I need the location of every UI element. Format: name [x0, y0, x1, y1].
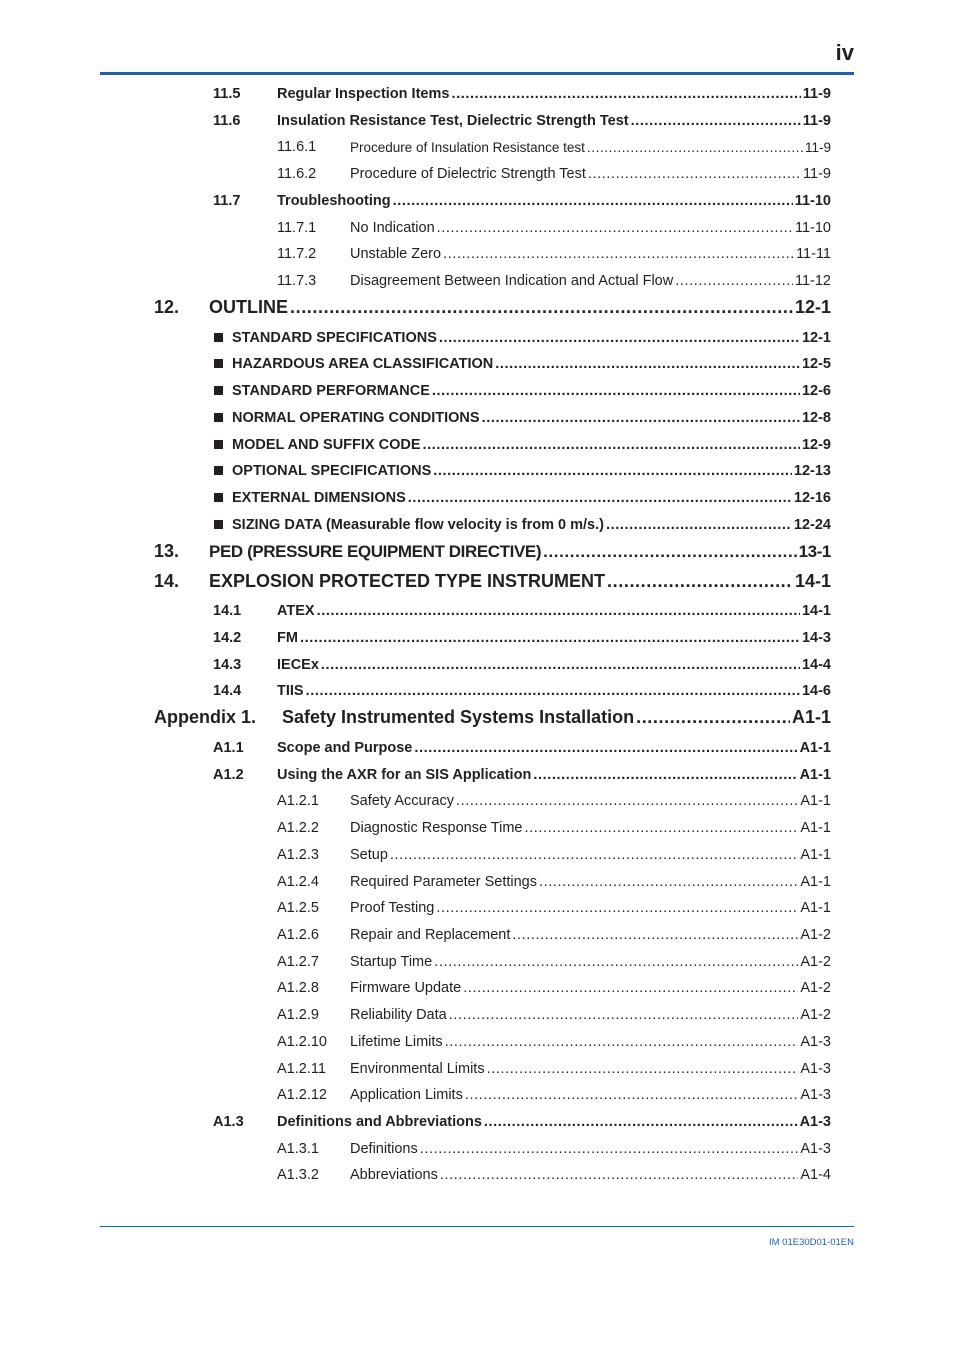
toc-entry-title[interactable]: Reliability Data — [350, 1007, 447, 1023]
toc-entry-title[interactable]: Repair and Replacement — [350, 927, 511, 943]
toc-entry-page[interactable]: 11-11 — [796, 246, 831, 262]
dot-leader — [300, 630, 800, 646]
toc-entry[interactable] — [0, 350, 954, 374]
toc-entry-number: 11.7.1 — [277, 220, 317, 236]
dot-leader — [512, 927, 798, 943]
toc-entry-line — [350, 980, 831, 996]
toc-entry-line — [209, 571, 831, 592]
toc-entry[interactable] — [0, 431, 954, 455]
toc-entry-number: A1.2.7 — [277, 954, 319, 970]
toc-entry-number: A1.3 — [213, 1114, 244, 1130]
toc-entry-page[interactable]: 14-3 — [801, 630, 831, 646]
toc-entry-line — [350, 140, 831, 155]
toc-entry-title[interactable]: Safety Instrumented Systems Installation — [282, 707, 635, 727]
dot-leader — [539, 874, 798, 890]
toc-entry[interactable] — [0, 1001, 954, 1025]
toc-entry-number: A1.3.2 — [277, 1167, 319, 1183]
square-bullet-icon — [214, 413, 223, 422]
toc-entry-number: A1.2.6 — [277, 927, 319, 943]
toc-entry-title[interactable]: Startup Time — [350, 954, 433, 970]
toc-entry-page[interactable]: A1-1 — [800, 900, 831, 916]
toc-entry-page[interactable]: 12-8 — [801, 410, 831, 426]
toc-entry-line — [350, 246, 831, 262]
dot-leader — [533, 767, 797, 783]
toc-entry-title[interactable]: FM — [277, 630, 298, 646]
toc-entry-line — [277, 767, 831, 783]
toc-entry[interactable] — [0, 187, 954, 211]
toc-entry-page[interactable]: A1-2 — [800, 927, 831, 943]
dot-leader — [321, 657, 800, 673]
toc-entry-line — [350, 1061, 831, 1077]
square-bullet-icon — [214, 520, 223, 529]
dot-leader — [434, 954, 798, 970]
toc-entry-number: 11.7.3 — [277, 273, 317, 289]
toc-entry-line — [277, 86, 831, 102]
toc-entry-title[interactable]: OUTLINE — [209, 297, 288, 317]
toc-entry-page[interactable]: 12-13 — [793, 463, 831, 479]
toc-entry-line — [232, 383, 831, 399]
toc-entry-page[interactable]: A1-2 — [800, 1007, 831, 1023]
toc-entry-line — [350, 874, 831, 890]
dot-leader — [484, 1114, 798, 1130]
toc-entry[interactable] — [0, 107, 954, 131]
toc-entry-title[interactable]: No Indication — [350, 220, 435, 236]
toc-entry-page[interactable]: A1-1 — [800, 820, 831, 836]
dot-leader — [456, 793, 798, 809]
toc-entry-title[interactable]: MODEL AND SUFFIX CODE — [232, 437, 421, 453]
toc-entry-line — [277, 113, 831, 129]
toc-entry-page[interactable]: 14-6 — [801, 683, 831, 699]
dot-leader — [487, 1061, 799, 1077]
toc-entry-line — [282, 707, 831, 728]
toc-entry-page[interactable]: 12-16 — [793, 490, 831, 506]
toc-entry[interactable] — [0, 841, 954, 865]
toc-entry-line — [350, 847, 831, 863]
toc-entry-number: 11.6 — [213, 113, 241, 129]
dot-leader — [436, 900, 798, 916]
toc-entry-page[interactable]: A1-3 — [799, 1114, 831, 1130]
toc-entry-number: A1.3.1 — [277, 1141, 319, 1157]
toc-entry-page[interactable]: A1-1 — [799, 740, 831, 756]
toc-entry-number: A1.2.11 — [277, 1061, 326, 1077]
toc-entry-page[interactable]: A1-2 — [800, 954, 831, 970]
toc-entry[interactable] — [0, 214, 954, 238]
toc-entry-title[interactable]: OPTIONAL SPECIFICATIONS — [232, 463, 432, 479]
toc-entry[interactable] — [0, 404, 954, 428]
toc-entry[interactable] — [0, 324, 954, 348]
toc-entry-title[interactable]: Insulation Resistance Test, Dielectric Strength Test — [277, 113, 629, 129]
toc-entry-line — [350, 1087, 831, 1103]
toc-entry-title[interactable]: TIIS — [277, 683, 304, 699]
toc-entry-title[interactable]: IECEx — [277, 657, 319, 673]
toc-entry-title[interactable]: Definitions — [350, 1141, 418, 1157]
toc-entry-number: A1.2.2 — [277, 820, 319, 836]
toc-entry-page[interactable]: 11-9 — [802, 113, 831, 129]
toc-entry-page[interactable]: 11-12 — [794, 273, 831, 289]
dot-leader — [449, 1007, 799, 1023]
square-bullet-icon — [214, 386, 223, 395]
toc-entry-title[interactable]: Troubleshooting — [277, 193, 391, 209]
toc-entry[interactable] — [0, 706, 954, 730]
toc-entry-line — [277, 683, 831, 699]
toc-entry-title[interactable]: PED (PRESSURE EQUIPMENT DIRECTIVE) — [209, 542, 542, 561]
dot-leader — [636, 707, 790, 728]
page-number: iv — [835, 40, 854, 65]
toc-entry[interactable] — [0, 540, 954, 564]
toc-entry-page[interactable]: A1-3 — [800, 1087, 831, 1103]
toc-entry[interactable] — [0, 570, 954, 594]
toc-entry-number: 14.2 — [213, 630, 242, 646]
toc-entry-title[interactable]: Using the AXR for an SIS Application — [277, 767, 532, 783]
toc-entry-title[interactable]: STANDARD SPECIFICATIONS — [232, 330, 437, 346]
toc-entry-page[interactable]: 12-6 — [801, 383, 831, 399]
toc-entry-page[interactable]: A1-1 — [800, 847, 831, 863]
square-bullet-icon — [214, 359, 223, 368]
toc-entry-line — [350, 1141, 831, 1157]
toc-entry-line — [277, 603, 831, 619]
dot-leader — [290, 297, 793, 318]
toc-entry-title[interactable]: Procedure of Dielectric Strength Test — [350, 166, 586, 182]
toc-entry-page[interactable]: A1-2 — [800, 980, 831, 996]
toc-entry-line — [350, 900, 831, 916]
toc-entry-line — [277, 193, 831, 209]
toc-entry-line — [277, 657, 831, 673]
toc-entry-number: A1.2.4 — [277, 874, 319, 890]
toc-entry-number: Appendix 1. — [154, 707, 257, 727]
toc-entry-page[interactable]: 11-9 — [803, 166, 831, 182]
toc-entry-title[interactable]: EXTERNAL DIMENSIONS — [232, 490, 406, 506]
toc-entry[interactable] — [0, 597, 954, 621]
toc-entry-number: 14.4 — [213, 683, 242, 699]
toc-entry-title[interactable]: EXPLOSION PROTECTED TYPE INSTRUMENT — [209, 571, 606, 591]
dot-leader — [437, 220, 793, 236]
toc-entry-title[interactable]: Regular Inspection Items — [277, 86, 450, 102]
toc-entry[interactable] — [0, 814, 954, 838]
dot-leader — [440, 1167, 799, 1183]
dot-leader — [588, 166, 801, 182]
square-bullet-icon — [214, 493, 223, 502]
toc-entry-number: A1.1 — [213, 740, 244, 756]
toc-entry-line — [350, 954, 831, 970]
toc-entry-number: A1.2.1 — [277, 793, 319, 809]
toc-entry-page[interactable]: A1-1 — [800, 793, 831, 809]
toc-entry[interactable] — [0, 484, 954, 508]
toc-entry-line — [350, 927, 831, 943]
dot-leader — [606, 517, 792, 533]
toc-entry-page[interactable]: A1-3 — [800, 1061, 831, 1077]
dot-leader — [675, 273, 793, 289]
toc-entry-title[interactable]: Required Parameter Settings — [350, 874, 537, 890]
dot-leader — [390, 847, 798, 863]
toc-entry-page[interactable]: 12-5 — [801, 356, 831, 372]
toc-entry-title[interactable]: Procedure of Insulation Resistance test — [350, 140, 585, 155]
toc-entry-line — [277, 1114, 831, 1130]
toc-entry-page[interactable]: 11-10 — [794, 193, 831, 209]
toc-entry-page[interactable]: 12-9 — [801, 437, 831, 453]
toc-entry-page[interactable]: A1-1 — [800, 874, 831, 890]
toc-entry-page[interactable]: 11-10 — [794, 220, 831, 236]
dot-leader — [463, 980, 798, 996]
dot-leader — [420, 1141, 799, 1157]
toc-entry-page[interactable]: A1-1 — [799, 767, 831, 783]
toc-entry-title[interactable]: ATEX — [277, 603, 315, 619]
dot-leader — [408, 490, 792, 506]
dot-leader — [443, 246, 794, 262]
toc-entry[interactable] — [0, 1055, 954, 1079]
dot-leader — [414, 740, 797, 756]
toc-entry-line — [232, 437, 831, 453]
dot-leader — [433, 463, 792, 479]
toc-entry[interactable] — [0, 457, 954, 481]
toc-entry-line — [209, 542, 831, 562]
toc-entry-page[interactable]: A1-1 — [791, 707, 831, 727]
toc-entry-number: 13. — [154, 541, 180, 561]
toc-entry[interactable] — [0, 377, 954, 401]
toc-entry[interactable] — [0, 1028, 954, 1052]
toc-entry[interactable] — [0, 1161, 954, 1185]
toc-entry-number: 11.7 — [213, 193, 241, 209]
toc-entry-line — [350, 1167, 831, 1183]
toc-entry-number: 11.6.1 — [277, 139, 317, 155]
toc-entry[interactable] — [0, 787, 954, 811]
toc-entry-line — [350, 166, 831, 182]
toc-entry-number: A1.2.10 — [277, 1034, 327, 1050]
toc-entry-title[interactable]: Firmware Update — [350, 980, 462, 996]
toc-entry-page[interactable]: A1-3 — [800, 1034, 831, 1050]
dot-leader — [465, 1087, 799, 1103]
toc-entry-line — [232, 356, 831, 372]
toc-entry[interactable] — [0, 1081, 954, 1105]
toc-entry-title[interactable]: Abbreviations — [350, 1167, 438, 1183]
toc-entry-number: A1.2 — [213, 767, 244, 783]
toc-entry-number: A1.2.3 — [277, 847, 319, 863]
toc-entry[interactable] — [0, 240, 954, 264]
toc-entry-number: A1.2.8 — [277, 980, 319, 996]
toc-entry-number: 11.7.2 — [277, 246, 317, 262]
square-bullet-icon — [214, 466, 223, 475]
toc-entry-line — [350, 273, 831, 289]
toc-entry-page[interactable]: 13-1 — [798, 542, 831, 561]
dot-leader — [393, 193, 793, 209]
document-id: IM 01E30D01-01EN — [768, 1237, 854, 1248]
toc-entry-title[interactable]: HAZARDOUS AREA CLASSIFICATION — [232, 356, 494, 372]
toc-entry-page[interactable]: 14-4 — [801, 657, 831, 673]
dot-leader — [432, 383, 800, 399]
dot-leader — [445, 1034, 799, 1050]
toc-entry-title[interactable]: Environmental Limits — [350, 1061, 485, 1077]
toc-entry-page[interactable]: 12-24 — [793, 517, 831, 533]
toc-entry[interactable] — [0, 677, 954, 701]
toc-entry-title[interactable]: SIZING DATA (Measurable flow velocity is from 0 m/s.) — [232, 517, 604, 533]
toc-entry-title[interactable]: Disagreement Between Indication and Actual Flow — [350, 273, 674, 289]
toc-entry-title[interactable]: Setup — [350, 847, 388, 863]
toc-entry[interactable] — [0, 133, 954, 157]
toc-entry-page[interactable]: 11-9 — [802, 86, 831, 102]
toc-entry-line — [350, 1007, 831, 1023]
toc-entry-number: 14. — [154, 571, 180, 591]
toc-entry-page[interactable]: 11-9 — [804, 140, 831, 155]
toc-entry-page[interactable]: A1-4 — [800, 1167, 831, 1183]
dot-leader — [607, 571, 793, 592]
toc-entry[interactable] — [0, 651, 954, 675]
toc-entry[interactable] — [0, 761, 954, 785]
toc-entry-line — [209, 297, 831, 318]
dot-leader — [482, 410, 800, 426]
toc-entry-page[interactable]: 14-1 — [801, 603, 831, 619]
toc-entry-number: 11.5 — [213, 86, 241, 102]
dot-leader — [543, 542, 796, 562]
toc-entry[interactable] — [0, 511, 954, 535]
toc-entry[interactable] — [0, 1135, 954, 1159]
toc-entry-title[interactable]: NORMAL OPERATING CONDITIONS — [232, 410, 480, 426]
toc-entry[interactable] — [0, 948, 954, 972]
toc-entry[interactable] — [0, 80, 954, 104]
toc-entry-title[interactable]: STANDARD PERFORMANCE — [232, 383, 430, 399]
toc-entry-line — [350, 220, 831, 236]
toc-entry[interactable] — [0, 868, 954, 892]
toc-entry-title[interactable]: Proof Testing — [350, 900, 435, 916]
toc-entry-page[interactable]: A1-3 — [800, 1141, 831, 1157]
dot-leader — [451, 86, 800, 102]
toc-entry-title[interactable]: Lifetime Limits — [350, 1034, 443, 1050]
toc-entry-line — [232, 517, 831, 533]
toc-entry-number: 14.3 — [213, 657, 242, 673]
toc-entry-page[interactable]: 14-1 — [794, 571, 831, 591]
toc-entry-title[interactable]: Safety Accuracy — [350, 793, 454, 809]
toc-entry-line — [232, 410, 831, 426]
toc-entry[interactable] — [0, 974, 954, 998]
footer-rule — [100, 1226, 854, 1227]
dot-leader — [495, 356, 800, 372]
toc-entry-title[interactable]: Application Limits — [350, 1087, 463, 1103]
toc-entry[interactable] — [0, 734, 954, 758]
toc-entry-number: A1.2.9 — [277, 1007, 319, 1023]
toc-entry-line — [232, 463, 831, 479]
toc-entry-line — [277, 630, 831, 646]
toc-entry[interactable] — [0, 267, 954, 291]
toc-entry[interactable] — [0, 921, 954, 945]
toc-entry-line — [350, 793, 831, 809]
toc-entry-number: 14.1 — [213, 603, 242, 619]
toc-entry[interactable] — [0, 296, 954, 320]
square-bullet-icon — [214, 440, 223, 449]
dot-leader — [587, 140, 803, 155]
dot-leader — [423, 437, 800, 453]
toc-entry-line — [232, 490, 831, 506]
toc-entry-line — [232, 330, 831, 346]
toc-entry-line — [277, 740, 831, 756]
dot-leader — [631, 113, 801, 129]
toc-entry-line — [350, 820, 831, 836]
toc-entry-title[interactable]: Unstable Zero — [350, 246, 442, 262]
square-bullet-icon — [214, 333, 223, 342]
toc-entry-title[interactable]: Scope and Purpose — [277, 740, 413, 756]
dot-leader — [317, 603, 800, 619]
header-rule — [100, 72, 854, 75]
toc-entry-page[interactable]: 12-1 — [801, 330, 831, 346]
toc-entry-title[interactable]: Definitions and Abbreviations — [277, 1114, 482, 1130]
toc-entry-title[interactable]: Diagnostic Response Time — [350, 820, 523, 836]
toc-entry-page[interactable]: 12-1 — [794, 297, 831, 317]
toc-entry-line — [350, 1034, 831, 1050]
toc-entry-number: A1.2.12 — [277, 1087, 327, 1103]
dot-leader — [524, 820, 798, 836]
toc-entry[interactable] — [0, 894, 954, 918]
toc-entry-number: 12. — [154, 297, 180, 317]
dot-leader — [439, 330, 800, 346]
toc-entry[interactable] — [0, 160, 954, 184]
toc-entry-number: 11.6.2 — [277, 166, 317, 182]
toc-entry[interactable] — [0, 1108, 954, 1132]
dot-leader — [306, 683, 800, 699]
toc-entry[interactable] — [0, 624, 954, 648]
toc-entry-number: A1.2.5 — [277, 900, 319, 916]
